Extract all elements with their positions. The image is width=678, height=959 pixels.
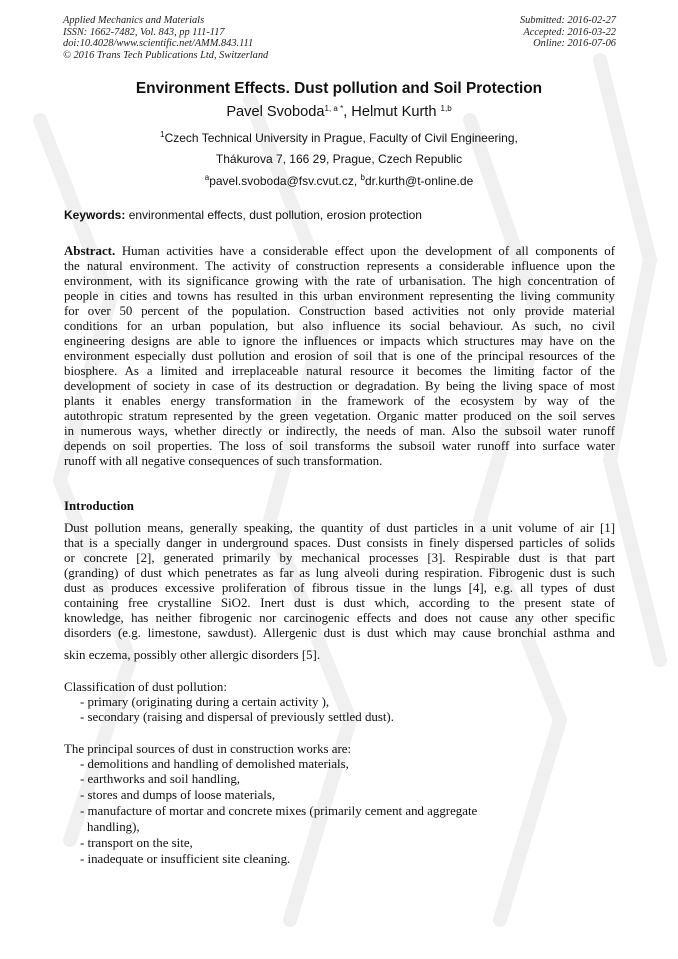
online-date: Online: 2016-07-06 (533, 38, 616, 50)
email-a[interactable]: pavel.svoboda@fsv.cvut.cz, (209, 174, 361, 188)
author-1: Pavel Svoboda (226, 104, 325, 120)
sources-heading: The principal sources of dust in construction works are: (64, 742, 352, 756)
list-item-continuation: handling), (87, 820, 140, 834)
accepted-date: Accepted: 2016-03-22 (523, 26, 616, 38)
keywords-text: environmental effects, dust pollution, erosion protection (125, 208, 422, 222)
paper-title: Environment Effects. Dust pollution and Soil Protection (135, 80, 543, 97)
abstract-line: environment especially dust pollution and erosion of soil that is one of the principal resources of the (64, 349, 615, 363)
abstract-line: conditions for an urban population, but also influence its social behaviour. As such, no civil (64, 319, 615, 333)
journal-header-left (63, 15, 268, 61)
section-heading-introduction: Introduction (64, 499, 134, 513)
abstract-first-text: Human activities have a considerable effect upon the development of all components of (115, 244, 615, 258)
email-b[interactable]: dr.kurth@t-online.de (365, 174, 474, 188)
author-2-sup: 1,b (440, 104, 452, 113)
email-a-sup: a (204, 173, 210, 182)
intro-line: (granding) of dust which penetrates as far as lung alveoli during respiration. Fibrogenic dust is such (64, 566, 615, 580)
intro-line: knowledge, has neither fibrogenic nor carcinogenic effects and does not cause any other specific (64, 611, 615, 625)
abstract-line: the natural environment. The activity of construction represents a considerable influence upon the (64, 259, 615, 273)
abstract-line: engineering designs are able to ignore the influences or impacts which structures may have on the (64, 334, 615, 348)
journal-doi: doi:10.4028/www.scientific.net/AMM.843.111 (63, 38, 254, 50)
affiliation-line-1 (0, 131, 678, 145)
list-item: - inadequate or insufficient site cleaning. (80, 852, 291, 866)
abstract-line: plants it enables energy transformation in the framework of the ecosystem by way of the (64, 394, 615, 408)
abstract-line: autothropic stratum represented by the green vegetation. Organic matter produced on the soil serves (64, 409, 615, 423)
intro-line: or concrete [2], generated primarily by mechanical processes [3]. Respirable dust is that part (64, 551, 615, 565)
abstract-line: in numerous ways, whether directly or indirectly, the needs of man. Also the subsoil water runoff (64, 424, 615, 438)
intro-line: that is a specially danger in underground spaces. Dust consists in finely dispersed particles of solids (64, 536, 615, 550)
intro-line: disorders (e.g. limestone, sawdust). Allergenic dust is dust which may cause bronchial asthma and (64, 626, 615, 640)
list-item: - manufacture of mortar and concrete mixes (primarily cement and aggregate (80, 804, 478, 818)
journal-issn: ISSN: 1662-7482, Vol. 843, pp 111-117 (63, 26, 225, 38)
abstract-line: biosphere. As a limited and irreplaceable natural resource it becomes the limiting factor of the (64, 364, 615, 378)
keywords-label: Keywords: (64, 208, 126, 222)
submitted-date: Submitted: 2016-02-27 (519, 15, 616, 26)
email-b-sup: b (360, 173, 365, 182)
intro-line: dust as produces excessive proliferation of fibrous tissue in the lungs [4], e.g. all types of dust (64, 581, 615, 595)
list-item: - secondary (raising and dispersal of previously settled dust). (80, 710, 394, 724)
abstract-line: for over 50 percent of the population. Construction based activities not only provide material (64, 304, 615, 318)
copyright: © 2016 Trans Tech Publications Ltd, Switzerland (63, 49, 269, 61)
abstract-line: people in cities and towns has resulted in this urban environment representing the living community (64, 289, 615, 303)
affiliation-line-2: Thákurova 7, 166 29, Prague, Czech Republic (215, 152, 463, 166)
affiliation-text-1: Czech Technical University in Prague, Faculty of Civil Engineering, (164, 131, 518, 145)
author-line (0, 104, 678, 120)
intro-line-last: skin eczema, possibly other allergic disorders [5]. (64, 648, 321, 662)
abstract-line: development of society in case of its destruction or degradation. By being the living space of most (64, 379, 615, 393)
classification-heading: Classification of dust pollution: (64, 680, 227, 694)
journal-name: Applied Mechanics and Materials (63, 15, 205, 26)
intro-line: containing free crystalline SiO2. Inert dust is dust which, according to the present state of (64, 596, 615, 610)
author-separator: , Helmut Kurth (343, 104, 441, 120)
list-item: - demolitions and handling of demolished materials, (80, 757, 349, 771)
intro-line: Dust pollution means, generally speaking, the quantity of dust particles in a unit volume of air [1] (64, 521, 615, 535)
journal-header-right (520, 15, 616, 50)
list-item: - primary (originating during a certain activity ), (80, 695, 330, 709)
list-item: - stores and dumps of loose materials, (80, 788, 276, 802)
list-item: - transport on the site, (80, 836, 193, 850)
abstract-label: Abstract. (64, 244, 116, 258)
abstract-line: environment, with its significance growing with the rate of urbanisation. The high concentration of (64, 274, 615, 288)
abstract-line: depends on soil properties. The loss of soil transforms the subsoil water runoff into surface water (64, 439, 615, 453)
affiliation-sup: 1 (160, 130, 165, 139)
author-1-sup: 1, a * (324, 104, 344, 113)
list-item: - earthworks and soil handling, (80, 772, 241, 786)
keywords (64, 208, 422, 222)
abstract-line-last: runoff with all negative consequences of such transformation. (64, 454, 383, 468)
abstract-line-first (64, 244, 615, 259)
email-line (0, 174, 678, 188)
